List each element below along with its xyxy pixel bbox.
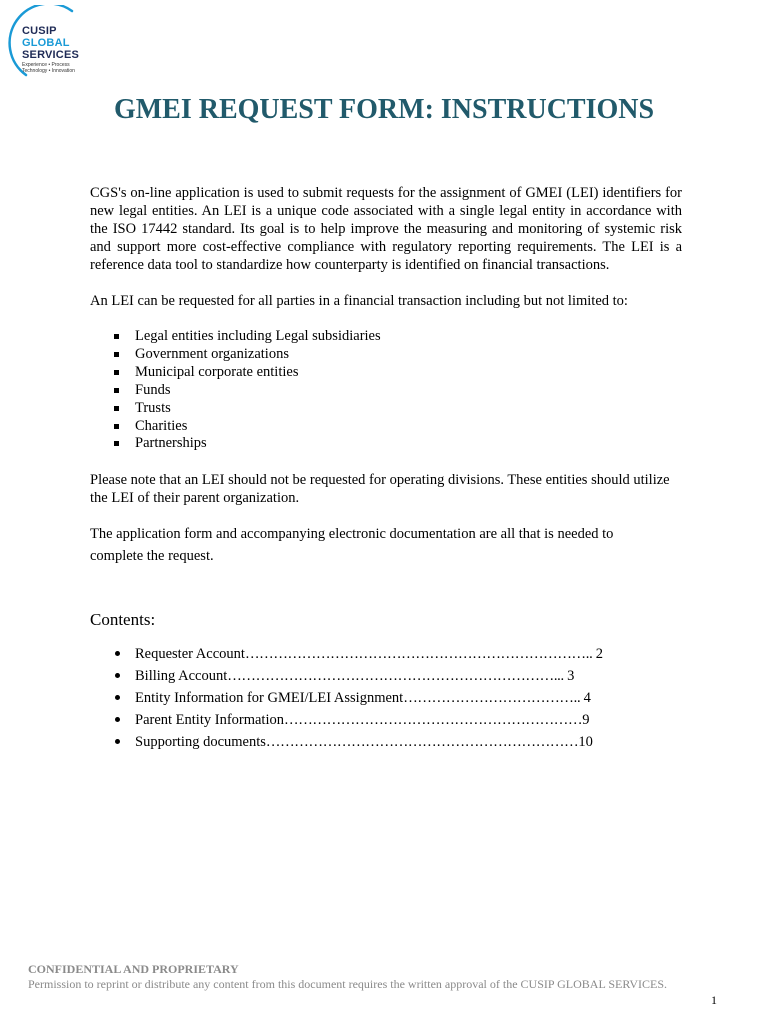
- toc-page: 2: [595, 646, 603, 663]
- toc-page: 4: [583, 690, 591, 707]
- toc-item-parent-entity[interactable]: [90, 709, 682, 731]
- document-body: [90, 184, 682, 753]
- toc-label: Billing Account: [135, 668, 228, 685]
- logo-line-global: GLOBAL: [22, 37, 70, 49]
- toc-label: Parent Entity Information: [135, 712, 284, 729]
- toc-page: 3: [567, 668, 575, 685]
- footer: [28, 962, 678, 992]
- toc-label: Supporting documents: [135, 734, 266, 751]
- parties-intro: An LEI can be requested for all parties in a financial transaction including but not limited to:: [90, 293, 628, 309]
- logo-tagline: [22, 62, 75, 74]
- list-item: Legal entities including Legal subsidiaries: [90, 328, 682, 346]
- toc-leader: …………………………………………………………: [265, 734, 579, 751]
- toc-item-billing-account[interactable]: [90, 665, 682, 687]
- toc-item-supporting-documents[interactable]: [90, 731, 682, 753]
- intro-paragraph: CGS's on-line application is used to submit requests for the assignment of GMEI (LEI) identifiers for new legal entities. An LEI is a unique code associated with a single legal entity in accordance with the ISO 17442 standard. Its goal is to help improve the measuring and monitoring of systemic risk and support more cost-effective compliance with regulatory reporting requirements. The LEI is a reference data tool to standardize how counterparty is identified on financial transactions.: [90, 185, 682, 273]
- toc-item-requester-account[interactable]: [90, 643, 682, 665]
- list-item: Municipal corporate entities: [90, 364, 682, 382]
- parties-list: [90, 328, 682, 453]
- page-number: 1: [711, 993, 717, 1007]
- footer-permission: Permission to reprint or distribute any content from this document requires the written approval of the CUSIP GLOBAL SERVICES.: [28, 977, 668, 991]
- logo-tagline-1: Experience • Process: [22, 62, 70, 68]
- table-of-contents: [90, 643, 682, 753]
- logo-line-cusip: CUSIP: [22, 25, 57, 37]
- contents-heading: Contents:: [90, 610, 156, 630]
- note-paragraph: Please note that an LEI should not be requested for operating divisions. These entities should utilize the LEI of their parent organization.: [90, 472, 670, 507]
- toc-leader: ………………………………..: [403, 690, 584, 707]
- toc-page: 10: [578, 734, 593, 751]
- application-line-2: complete the request.: [90, 548, 214, 565]
- list-item: Funds: [90, 382, 682, 400]
- list-item: Trusts: [90, 400, 682, 418]
- cusip-logo: [6, 5, 92, 77]
- logo-tagline-2: Technology • Innovation: [22, 68, 75, 74]
- toc-page: 9: [582, 712, 590, 729]
- application-line-1: The application form and accompanying electronic documentation are all that is needed to: [90, 526, 614, 543]
- list-item: Partnerships: [90, 435, 682, 453]
- page-title: GMEI REQUEST FORM: INSTRUCTIONS: [113, 94, 655, 125]
- toc-label: Entity Information for GMEI/LEI Assignment: [135, 690, 404, 707]
- logo-wordmark: [22, 25, 79, 61]
- toc-item-entity-information[interactable]: [90, 687, 682, 709]
- logo-line-services: SERVICES: [22, 49, 80, 61]
- toc-label: Requester Account: [135, 646, 245, 663]
- list-item: Government organizations: [90, 346, 682, 364]
- footer-confidential: CONFIDENTIAL AND PROPRIETARY: [28, 962, 239, 976]
- toc-leader: ………………………………………………………: [284, 712, 583, 729]
- list-item: Charities: [90, 418, 682, 436]
- toc-leader: ……………………………………………………………...: [227, 668, 568, 685]
- toc-leader: ………………………………………………………………..: [244, 646, 596, 663]
